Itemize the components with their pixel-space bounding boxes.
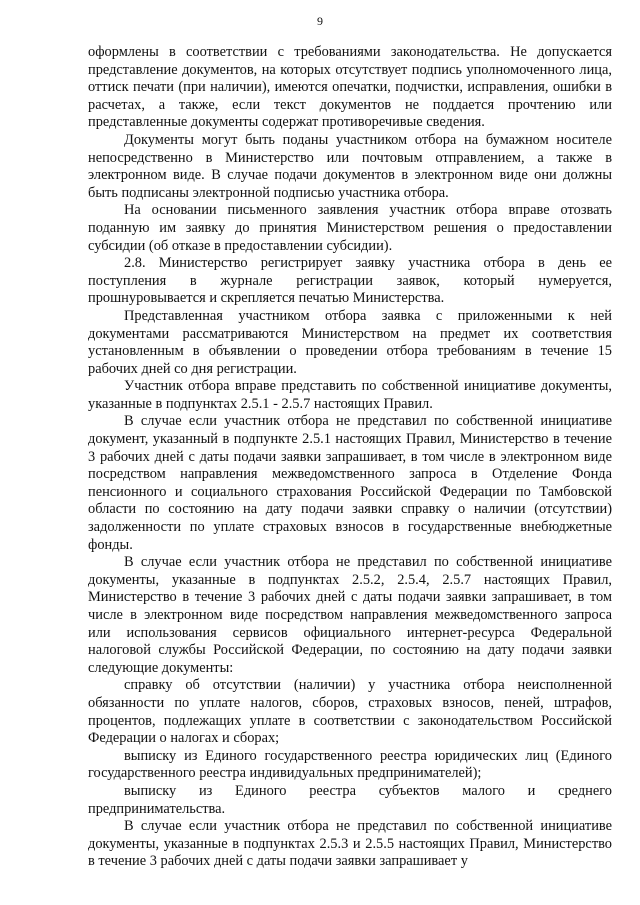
paragraph-own-initiative: Участник отбора вправе представить по собственной инициативе документы, указанные в подпунктах 2.5.1 - 2.5.7 настоящих Правил.: [88, 378, 612, 412]
paragraph-request-tax-service: В случае если участник отбора не представил по собственной инициативе документы, указанные в подпунктах 2.5.2, 2.5.4, 2.5.7 настоящих Правил, Министерство в течение 3 рабочих дней с даты подачи заявки запрашивает, в том числе в электронном виде посредством направления межведомственного запроса или использования сервисов официального интернет-ресурса Федеральной налоговой службы Российской Федерации, по состоянию на дату подачи заявки следующие документы:: [88, 554, 612, 676]
paragraph-withdrawal: На основании письменного заявления участник отбора вправе отозвать поданную им заявку до принятия Министерством решения о предоставлении субсидии (об отказе в предоставлении субсидии).: [88, 202, 612, 254]
paragraph-continuation: оформлены в соответствии с требованиями законодательства. Не допускается представление документов, на которых отсутствует подпись уполномоченного лица, оттиск печати (при наличии), имеются опечатки, подчистки, исправления, ошибки в расчетах, а также, если текст документов не поддается прочтению или представленные документы содержат противоречивые сведения.: [88, 44, 612, 131]
page-number: 9: [317, 14, 323, 28]
document-body: [88, 44, 612, 871]
paragraph-submission-methods: Документы могут быть поданы участником отбора на бумажном носителе непосредственно в Министерство или почтовым отправлением, а также в электронном виде. В случае подачи документов в электронном виде они должны быть подписаны электронной подписью участника отбора.: [88, 131, 612, 201]
paragraph-review: Представленная участником отбора заявка с приложенными к ней документами рассматриваются Министерством на предмет их соответствия установленным в объявлении о проведении отбора требованиям в течение 15 рабочих дней со дня регистрации.: [88, 307, 612, 377]
paragraph-request-pension-fund: В случае если участник отбора не представил по собственной инициативе документ, указанный в подпункте 2.5.1 настоящих Правил, Министерство в течение 3 рабочих дней с даты подачи заявки запрашивает, в том числе в электронном виде посредством направления межведомственного запроса в Отделение Фонда пенсионного и социального страхования Российской Федерации по Тамбовской области по состоянию на дату подачи заявки справку о наличии (отсутствии) задолженности по уплате страховых взносов в государственные внебюджетные фонды.: [88, 413, 612, 553]
list-item-legal-entities-extract: выписку из Единого государственного реестра юридических лиц (Единого государственного реестра индивидуальных предпринимателей);: [88, 747, 612, 782]
paragraph-registration: 2.8. Министерство регистрирует заявку участника отбора в день ее поступления в журнале регистрации заявок, который нумеруется, прошнуровывается и скрепляется печатью Министерства.: [88, 255, 612, 307]
list-item-tax-certificate: справку об отсутствии (наличии) у участника отбора неисполненной обязанности по уплате налогов, сборов, страховых взносов, пеней, штрафов, процентов, подлежащих уплате в соответствии с законодательством Российской Федерации о налогах и сборах;: [88, 677, 612, 747]
paragraph-request-other-documents: В случае если участник отбора не представил по собственной инициативе документы, указанные в подпунктах 2.5.3 и 2.5.5 настоящих Правил, Министерство в течение 3 рабочих дней с даты подачи заявки запрашивает у: [88, 818, 612, 870]
list-item-sme-registry-extract: выписку из Единого реестра субъектов малого и среднего предпринимательства.: [88, 782, 612, 817]
